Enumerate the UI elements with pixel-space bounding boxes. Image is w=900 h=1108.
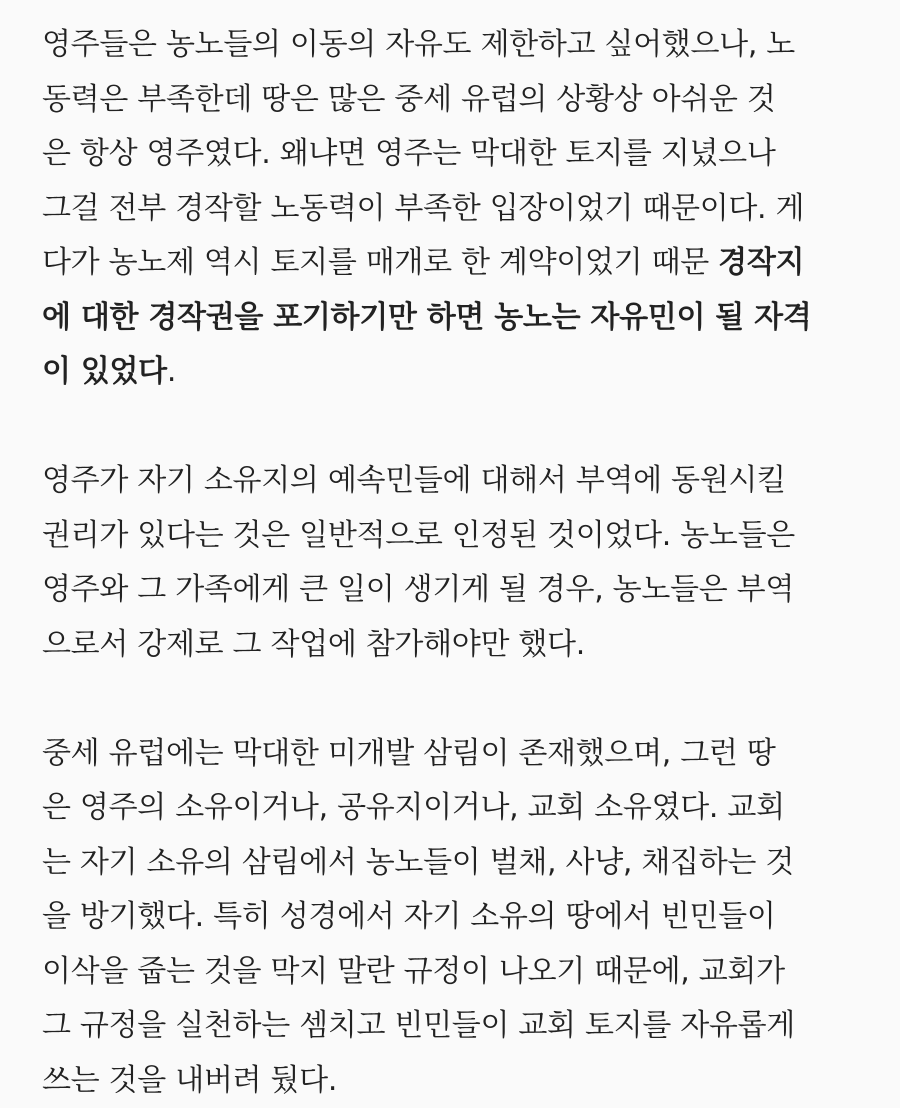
text-run: 쓰는 것을 내버려 뒀다. xyxy=(42,1063,337,1098)
text-run: 영주들은 농노들의 이동의 자유도 제한하고 싶어했으나, 노 xyxy=(42,27,795,62)
text-run: 은 영주의 소유이거나, 공유지이거나, 교회 소유였다. 교회 xyxy=(42,790,785,825)
text-line xyxy=(42,945,862,1000)
text-run: 다가 농노제 역시 토지를 매개로 한 계약이었기 때문 xyxy=(42,245,718,280)
text-line xyxy=(42,890,862,945)
text-run: 는 자기 소유의 삼림에서 농노들이 벌채, 사냥, 채집하는 것 xyxy=(42,845,794,880)
text-run: 영주와 그 가족에게 큰 일이 생기게 될 경우, 농노들은 부역 xyxy=(42,572,794,607)
text-run: 으로서 강제로 그 작업에 참가해야만 했다. xyxy=(42,627,585,662)
text-line xyxy=(42,999,862,1054)
text-run: 을 방기했다. 특히 성경에서 자기 소유의 땅에서 빈민들이 xyxy=(42,899,776,934)
text-run: 이삭을 줍는 것을 막지 말란 규정이 나오기 때문에, 교회가 xyxy=(42,954,785,989)
text-line xyxy=(42,781,862,836)
text-line xyxy=(42,727,862,782)
article-body xyxy=(42,18,862,1108)
text-run: 그 규정을 실천하는 셈치고 빈민들이 교회 토지를 자유롭게 xyxy=(42,1008,795,1043)
bold-text-run: 에 대한 경작권을 포기하기만 하면 농노는 자유민이 될 자격 xyxy=(42,300,811,335)
text-line xyxy=(42,127,862,182)
text-line xyxy=(42,836,862,891)
text-line xyxy=(42,345,862,400)
text-run: 영주가 자기 소유지의 예속민들에 대해서 부역에 동원시킬 xyxy=(42,463,786,498)
paragraph-1 xyxy=(42,18,862,400)
bold-text-run: 이 있었다 xyxy=(42,354,167,389)
text-line xyxy=(42,454,862,509)
paragraph-2 xyxy=(42,454,862,672)
text-line xyxy=(42,73,862,128)
text-run: . xyxy=(167,354,176,389)
text-line xyxy=(42,1054,862,1108)
text-run: 그걸 전부 경작할 노동력이 부족한 입장이었기 때문이다. 게 xyxy=(42,191,804,226)
text-line xyxy=(42,236,862,291)
text-run: 동력은 부족한데 땅은 많은 중세 유럽의 상황상 아쉬운 것 xyxy=(42,82,776,117)
text-run: 중세 유럽에는 막대한 미개발 삼림이 존재했으며, 그런 땅 xyxy=(42,736,776,771)
text-run: 권리가 있다는 것은 일반적으로 인정된 것이었다. 농노들은 xyxy=(42,518,795,553)
text-line xyxy=(42,509,862,564)
bold-text-run: 경작지 xyxy=(718,245,804,280)
text-line xyxy=(42,563,862,618)
text-line xyxy=(42,618,862,673)
paragraph-3 xyxy=(42,727,862,1108)
text-run: 은 항상 영주였다. 왜냐면 영주는 막대한 토지를 지녔으나 xyxy=(42,136,776,171)
text-line xyxy=(42,18,862,73)
text-line xyxy=(42,291,862,346)
text-line xyxy=(42,182,862,237)
